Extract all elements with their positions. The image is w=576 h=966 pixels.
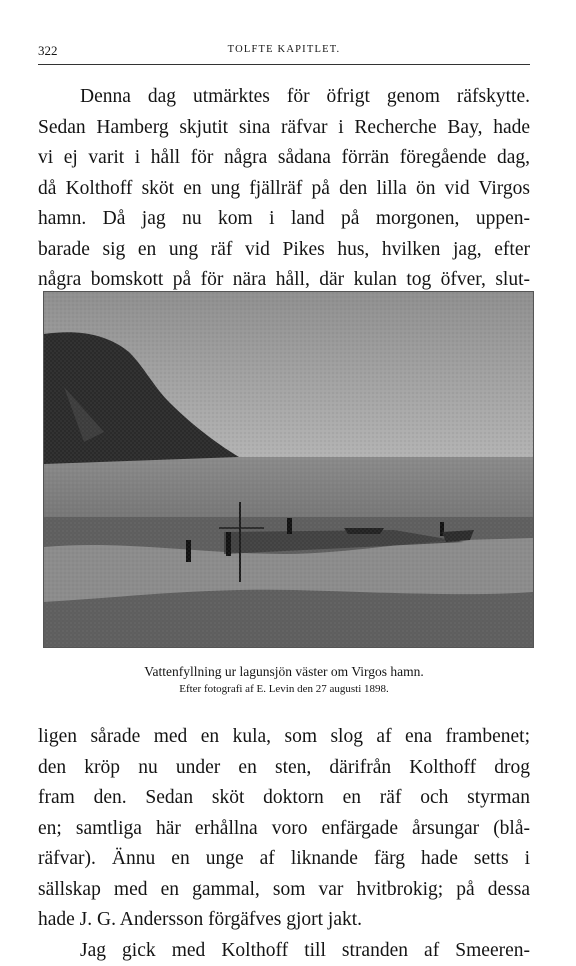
paragraph-top (38, 82, 530, 296)
figure-caption: Vattenfyllning ur lagunsjön väster om Virgos hamn. (38, 664, 530, 680)
text-line: Jag gick med Kolthoff till stranden af Smeeren- (38, 936, 530, 966)
text-line: vi ej varit i håll för några sådana förrän föregående dag, (38, 143, 530, 174)
text-line: några bomskott på för nära håll, där kulan tog öfver, slut- (38, 265, 530, 296)
photograph (43, 291, 534, 648)
text-line: den kröp nu under en sten, därifrån Kolthoff drog (38, 753, 530, 784)
page-number: 322 (38, 43, 58, 59)
paragraph-bottom (38, 722, 530, 966)
text-line: då Kolthoff sköt en ung fjällräf på den lilla ön vid Virgos (38, 174, 530, 205)
text-line: en; samtliga här erhållna voro enfärgade årsungar (blå- (38, 814, 530, 845)
text-line: hamn. Då jag nu kom i land på morgonen, uppen- (38, 204, 530, 235)
text-line: Sedan Hamberg skjutit sina räfvar i Recherche Bay, hade (38, 113, 530, 144)
text-line: Denna dag utmärktes för öfrigt genom räfskytte. (38, 82, 530, 113)
text-line: ligen sårade med en kula, som slog af ena frambenet; (38, 722, 530, 753)
figure-credit: Efter fotografi af E. Levin den 27 augusti 1898. (38, 683, 530, 695)
page-header (38, 40, 530, 65)
photo-illustration (44, 292, 533, 647)
text-line: räfvar). Ännu en unge af liknande färg hade setts i (38, 844, 530, 875)
text-line: hade J. G. Andersson förgäfves gjort jakt. (38, 905, 530, 936)
running-title: TOLFTE KAPITLET. (38, 44, 530, 55)
text-line: barade sig en ung räf vid Pikes hus, hvilken jag, efter (38, 235, 530, 266)
text-line: sällskap med en gammal, som var hvitbrokig; på dessa (38, 875, 530, 906)
text-line: fram den. Sedan sköt doktorn en räf och styrman (38, 783, 530, 814)
